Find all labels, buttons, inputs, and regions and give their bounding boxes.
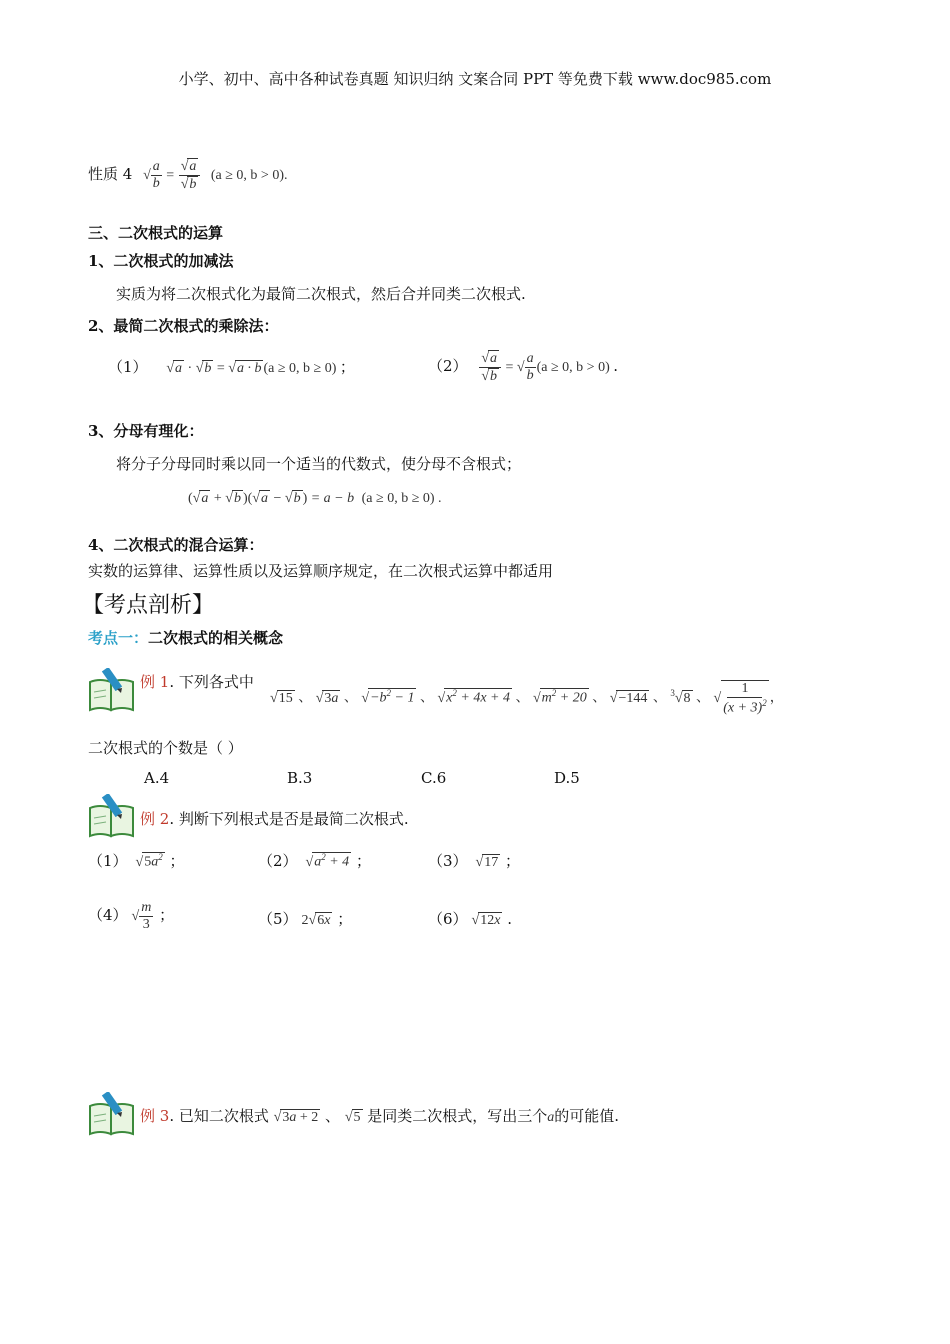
- book-pencil-icon: [86, 1092, 138, 1138]
- s4-title: 4、二次根式的混合运算：: [88, 536, 264, 554]
- s1-title: 1、二次根式的加减法: [88, 252, 234, 270]
- ex2-item-3: （3） √17 ；: [428, 852, 521, 870]
- ex1-option-a: A.4: [144, 769, 170, 787]
- ex1-option-c: C.6: [421, 769, 447, 787]
- page-header: 小学、初中、高中各种试卷真题 知识归纳 文案合同 PPT 等免费下载 www.doc985.com: [178, 70, 772, 88]
- s4-text: 实数的运算律、运算性质以及运算顺序规定，在二次根式运算中都适用: [88, 562, 554, 580]
- ex2-item-6: （6） √12x .: [428, 910, 512, 928]
- ex2-item-4: （4） √ $\frac{m}{3}$ ；: [88, 900, 175, 933]
- ex1-line: 例 1. 下列各式中: [140, 673, 254, 691]
- ex1-label: 例 1: [140, 673, 170, 691]
- s2-item-2: （2） $\frac{√a}{√b}$ = √ $\frac{a}{b}$ (a ≥ 0, b > 0) .: [428, 351, 619, 385]
- book-pencil-icon: [86, 794, 138, 840]
- ex1-option-d: D.5: [554, 769, 580, 787]
- kd1-heading: 考点一：二次根式的相关概念: [88, 629, 284, 647]
- ex2-item-2: （2） $√a^2 + 4$ ；: [258, 852, 371, 870]
- ex3-line: 例 3. 已知二次根式 √3a + 2 、 √5 是同类二次根式，写出三个a的可能值.: [140, 1107, 620, 1125]
- ex1-question: 二次根式的个数是（ ）: [88, 739, 243, 757]
- section-3-title: 三、二次根式的运算: [88, 224, 224, 242]
- book-pencil-icon: [86, 668, 138, 714]
- s3-title: 3、分母有理化：: [88, 422, 204, 440]
- ex1-expressions: √15 、 √3a 、 $√-b^2 - 1$ 、 $√x^2 + 4x + 4$ 、 $√m^2 + 20$ 、 √−144 、 $^3$√8 、 √ $\frac{1}{(x + 3)^2}$ ，: [270, 681, 784, 716]
- ex2-item-5: （5） 2√6x ；: [258, 910, 353, 928]
- ex2-item-1: （1） $√5a^2$ ；: [88, 852, 185, 870]
- property-4-formula: √ $\frac{a}{b}$ = $\frac{√a}{√b}$ (a ≥ 0, b > 0).: [143, 159, 288, 193]
- s2-item-1: （1） √a · √b = √a · b (a ≥ 0, b ≥ 0) ；: [108, 358, 355, 376]
- ex1-option-b: B.3: [287, 769, 313, 787]
- s3-formula: (√a + √b )(√a − √b ) = a − b (a ≥ 0, b ≥ 0) .: [188, 491, 442, 506]
- ex2-line: 例 2. 判断下列根式是否是最简二次根式.: [140, 810, 409, 828]
- s2-title: 2、最简二次根式的乘除法：: [88, 317, 279, 335]
- property-4: [88, 158, 288, 193]
- s3-text: 将分子分母同时乘以同一个适当的代数式，使分母不含根式；: [116, 455, 522, 473]
- s1-text: 实质为将二次根式化为最简二次根式，然后合并同类二次根式.: [116, 285, 526, 303]
- ex2-label: 例 2: [140, 810, 170, 828]
- analysis-title: 【考点剖析】: [82, 593, 215, 618]
- property-4-label: 性质 4: [88, 164, 133, 183]
- ex3-label: 例 3: [140, 1107, 170, 1125]
